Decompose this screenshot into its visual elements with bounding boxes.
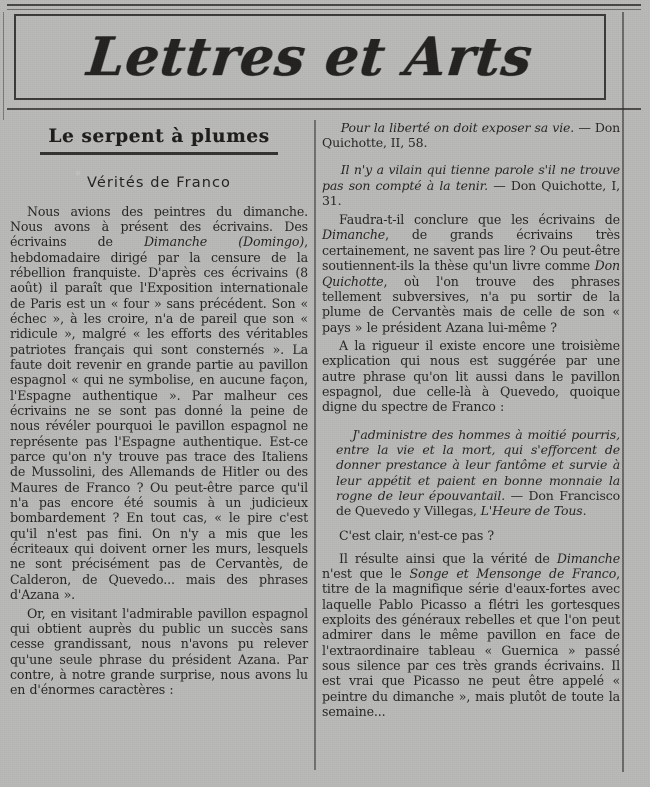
quote-source: — Don Quichotte, II, 58. bbox=[322, 120, 620, 151]
headline-underline-rule bbox=[40, 152, 278, 155]
quote-source: — Don Quichotte, I, 31. bbox=[322, 177, 620, 209]
top-rule-outer bbox=[7, 4, 641, 6]
paragraph: Nous avions des peintres du dimanche. Nous avons à présent des écrivains. Des écrivains de Dimanche (Domingo), hebdomadaire dirigé par la censure de la rébellion franquiste. D'après ces écrivains (8 août) il paraît que l'Exposition internationale de Paris est un « four » sans précédent. Son « échec », à les croire, n'a de pareil que son « ridicule », malgré « les efforts des véritables patriotes français qui sont consternés ». La faute doit revenir en grande partie au pavillon espagnol « qui ne symbolise, en aucune façon, l'Espagne authentique ». Par malheur ces écrivains ne se sont pas donné la peine de nous révéler pourquoi le pavillon espagnol ne représente pas l'Espagne authentique. Est-ce parce qu'on n'y trouve pas trace des Italiens de Mussolini, des Allemands de Hitler ou des Maures de Franco ? Ou peut-être parce qu'il n'a pas encore été soumis à un judicieux bombardement ? En tout cas, « le pire c'est qu'il n'est pas fini. On n'y a mis que les écriteaux qui doivent orner les murs, lesquels ne sont précisément pas de Cervantès, de Calderon, de Quevedo... mais des phrases d'Azana ». bbox=[10, 203, 308, 603]
paragraph: Or, en visitant l'admirable pavillon espagnol qui obtient auprès du public un succès sans cesse grandissant, nous n'avons pu relever qu'une seule phrase du président Azana. Par contre, à notre grande surprise, nous avons lu en d'énormes caractères : bbox=[10, 605, 308, 698]
right-column bbox=[322, 120, 620, 720]
masthead-title: Lettres et Arts bbox=[84, 26, 536, 88]
paragraph: Il résulte ainsi que la vérité de Dimanche n'est que le Songe et Mensonge de Franco, titre de la magnifique série d'eaux-fortes avec laquelle Pablo Picasso a flétri les gortesques exploits des généraux rebelles et que l'on peut admirer dans le même pavillon en face de l'extraordinaire tableau « Guernica » passé sous silence par ces très grands écrivains. Il est vrai que Picasso ne peut être appelé « peintre du dimanche », mais plutôt de toute la semaine... bbox=[322, 550, 620, 720]
article-headline: Le serpent à plumes bbox=[48, 126, 270, 147]
epigraph-quote bbox=[336, 427, 620, 519]
column-divider-rule bbox=[314, 120, 316, 770]
article-subheading: Vérités de Franco bbox=[86, 174, 232, 191]
quote-source: — Don Francisco de Quevedo y Villegas, L'Heure de Tous. bbox=[336, 487, 620, 519]
quote-text: Pour la liberté on doit exposer sa vie. bbox=[340, 120, 575, 135]
epigraph-quote bbox=[322, 120, 620, 151]
quote-text: J'administre des hommes à moitié pourris, entre la vie et la mort, qui s'efforcent de donner prestance à leur fantôme et survie à leur appétit et paient en bonne monnaie la rogne de leur épouvantail. bbox=[336, 426, 620, 503]
masthead-bottom-rule bbox=[7, 108, 641, 110]
paragraph: C'est clair, n'est-ce pas ? bbox=[339, 527, 494, 543]
epigraph-quote bbox=[322, 162, 620, 208]
paragraph: A la rigueur il existe encore une troisième explication qui nous est suggérée par une autre phrase qu'on lit aussi dans le pavillon espagnol, due celle-là à Quevedo, quoique digne du spectre de Franco : bbox=[322, 338, 620, 415]
paragraph: Faudra-t-il conclure que les écrivains de Dimanche, de grands écrivains très certainement, ne savent pas lire ? Ou peut-être soutiennent-ils la thèse qu'un livre comme Don Quichotte, où l'on trouve des phrases tellement subversives, n'a pu sortir de la plume de Cervantès mais de celle de son « pays » le président Azana lui-même ? bbox=[322, 212, 620, 335]
top-rule-inner bbox=[7, 9, 641, 10]
right-edge-rule bbox=[622, 12, 624, 772]
left-edge-rule bbox=[3, 12, 4, 120]
left-column bbox=[10, 120, 308, 698]
quote-text: Il n'y a vilain qui tienne parole s'il ne trouve pas son compté à la tenir. bbox=[322, 162, 620, 193]
